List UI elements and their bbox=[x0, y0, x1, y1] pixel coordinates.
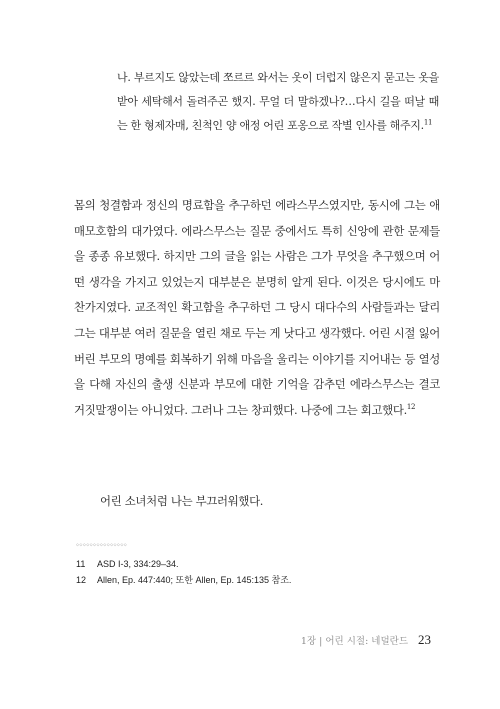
footnotes-list bbox=[76, 556, 440, 588]
footnote-ref-12[interactable]: 12 bbox=[406, 402, 416, 411]
body-paragraph-text: 몸의 청결함과 정신의 명료함을 추구하던 에라스무스였지만, 동시에 그는 애매모호함의 대가였다. 에라스무스는 질문 중에서도 특히 신앙에 관한 문제들을 종종 유보했다. 하지만 그의 글을 읽는 사람은 그가 무엇을 추구했으며 어떤 생각을 가지고 있었는지 대부분은 분명히 알게 된다. 이것은 당시에도 마찬가지였다. 교조적인 확고함을 추구하던 그 당시 대다수의 사람들과는 달리 그는 대부분 여러 질문을 열린 채로 두는 게 낫다고 생각했다. 어린 시절 잃어버린 부모의 명예를 회복하기 위해 마음을 울리는 이야기를 지어내는 등 열성을 다해 자신의 출생 신분과 부모에 대한 기억을 감추던 에라스무스는 결코 거짓말쟁이는 아니었다. 그러나 그는 창피했다. 나중에 그는 회고했다. bbox=[74, 198, 440, 417]
body-paragraph bbox=[74, 193, 440, 423]
closing-quote: 어린 소녀처럼 나는 부끄러워했다. bbox=[100, 494, 264, 508]
footnote-number: 12 bbox=[76, 575, 87, 585]
footnote-item bbox=[76, 572, 440, 588]
footnote-text: ASD I-3, 334:29–34. bbox=[97, 559, 179, 569]
footnote-text: Allen, Ep. 447:440; 또한 Allen, Ep. 145:135 참조. bbox=[97, 575, 292, 585]
block-quote bbox=[117, 66, 439, 138]
footnote-item bbox=[76, 556, 440, 572]
footnote-ref-11[interactable]: 11 bbox=[423, 118, 433, 127]
footnote-number: 11 bbox=[76, 559, 86, 569]
running-footer bbox=[301, 632, 431, 648]
footnote-separator: ◇◇◇◇◇◇◇◇◇◇◇◇◇◇◇ bbox=[76, 542, 128, 548]
page-number: 23 bbox=[418, 632, 431, 647]
chapter-title: 1장 | 어린 시절: 네덜란드 bbox=[300, 636, 408, 647]
block-quote-text: 나. 부르지도 않았는데 쪼르르 와서는 옷이 더럽지 않은지 묻고는 옷을 받아 세탁해서 돌려주곤 했지. 무얼 더 말하겠나?…다시 길을 떠날 때는 한 형제자매, 친척인 양 애정 어린 포옹으로 작별 인사를 해주지. bbox=[117, 71, 439, 132]
